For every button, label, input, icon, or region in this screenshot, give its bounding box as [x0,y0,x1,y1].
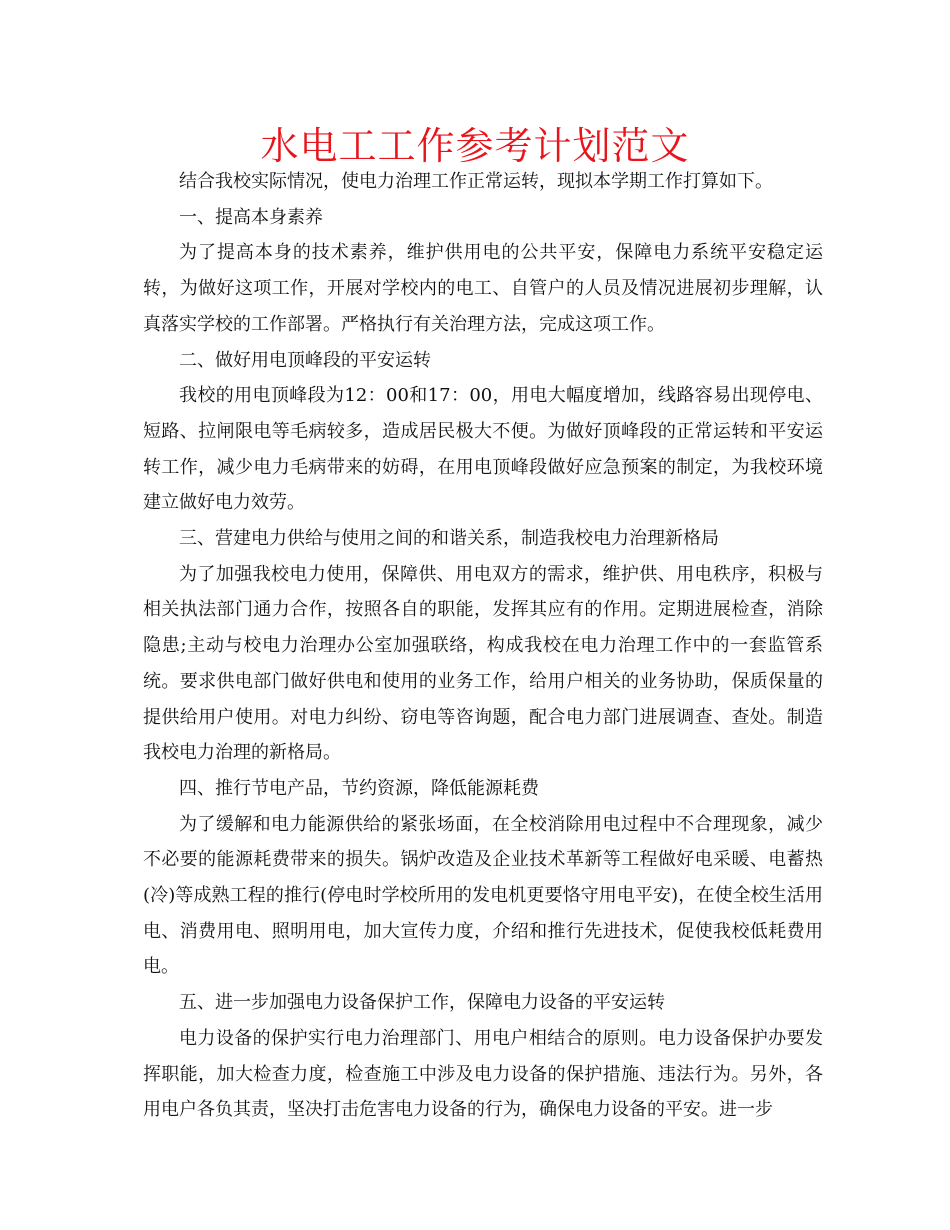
document-body [143,164,823,1128]
section-heading-2: 二、做好用电顶峰段的平安运转 [179,349,431,371]
section-heading-4: 四、推行节电产品，节约资源，降低能源耗费 [179,777,539,799]
section-paragraph-3: 为了加强我校电力使用，保障供、用电双方的需求，维护供、用电秩序，积极与相关执法部门通力合作，按照各自的职能，发挥其应有的作用。定期进展检查，消除隐患;主动与校电力治理办公室加强联络，构成我校在电力治理工作中的一套监管系统。要求供电部门做好供电和使用的业务工作，给用户相关的业务协助，保质保量的提供给用户使用。对电力纠纷、窃电等咨询题，配合电力部门进展调查、查处。制造我校电力治理的新格局。 [143,563,823,764]
document-title: 水电工工作参考计划范文 [260,124,690,168]
section-heading-5: 五、进一步加强电力设备保护工作，保障电力设备的平安运转 [179,992,665,1014]
section-heading-1: 一、提高本身素养 [179,206,323,228]
section-paragraph-1: 为了提高本身的技术素养，维护供用电的公共平安，保障电力系统平安稳定运转，为做好这项工作，开展对学校内的电工、自管户的人员及情况进展初步理解，认真落实学校的工作部署。严格执行有关治理方法，完成这项工作。 [143,242,823,335]
section-heading-3: 三、营建电力供给与使用之间的和谐关系，制造我校电力治理新格局 [179,528,719,550]
section-paragraph-2: 我校的用电顶峰段为12：00和17：00，用电大幅度增加，线路容易出现停电、短路、拉闸限电等毛病较多，造成居民极大不便。为做好顶峰段的正常运转和平安运转工作，减少电力毛病带来的妨碍，在用电顶峰段做好应急预案的制定，为我校环境建立做好电力效劳。 [143,385,823,514]
section-paragraph-5: 电力设备的保护实行电力治理部门、用电户相结合的原则。电力设备保护办要发挥职能，加大检查力度，检查施工中涉及电力设备的保护措施、违法行为。另外，各用电户各负其责，坚决打击危害电力设备的行为，确保电力设备的平安。进一步 [143,1027,823,1121]
section-paragraph-4: 为了缓解和电力能源供给的紧张场面，在全校消除用电过程中不合理现象，减少不必要的能源耗费带来的损失。锅炉改造及企业技术革新等工程做好电采暖、电蓄热(冷)等成熟工程的推行(停电时学校所用的发电机更要恪守用电平安)，在使全校生活用电、消费用电、照明用电，加大宣传力度，介绍和推行先进技术，促使我校低耗费用电。 [143,813,823,978]
intro-paragraph: 结合我校实际情况，使电力治理工作正常运转，现拟本学期工作打算如下。 [179,171,773,192]
